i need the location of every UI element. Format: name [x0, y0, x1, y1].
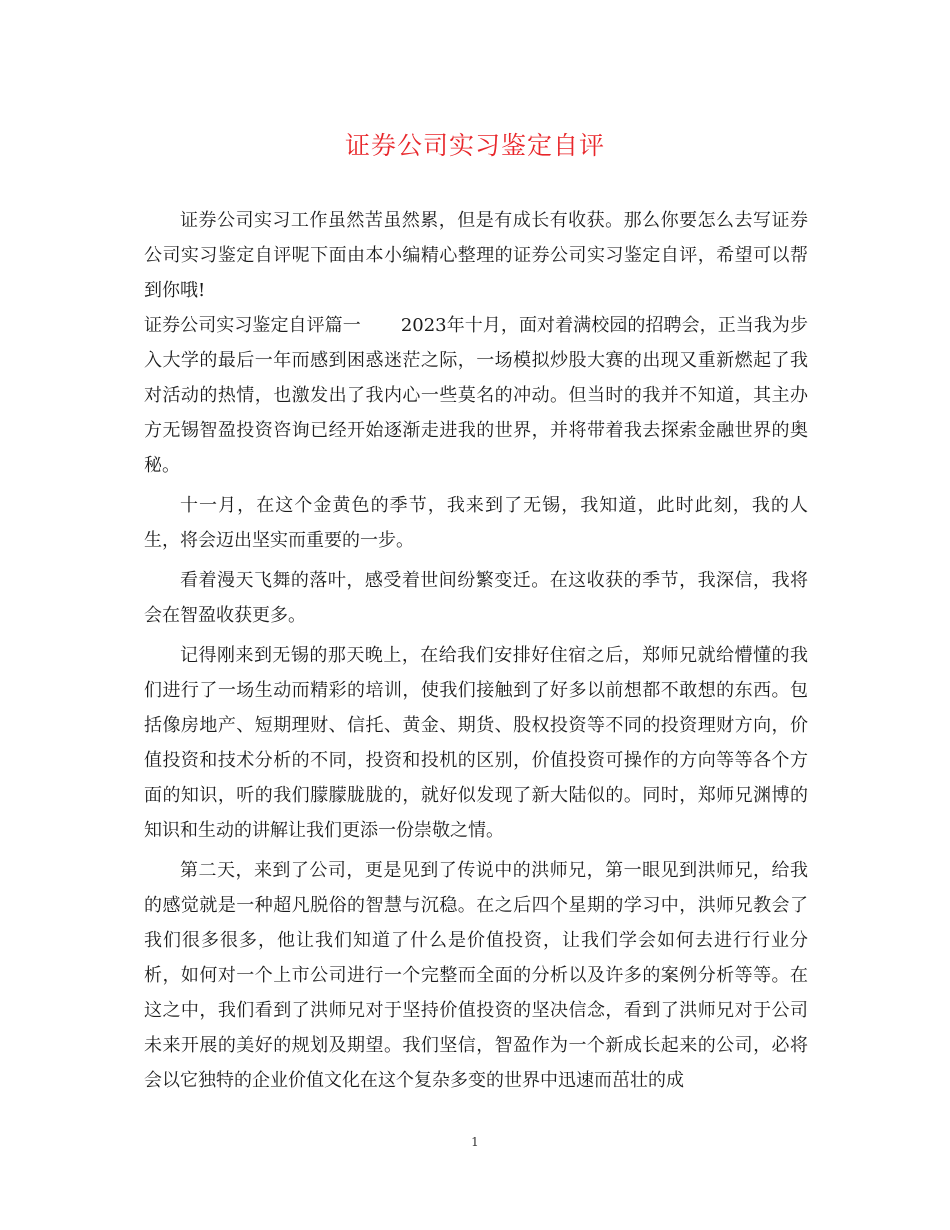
body-paragraph: 看着漫天飞舞的落叶，感受着世间纷繁变迁。在这收获的季节，我深信，我将会在智盈收获更多。: [144, 570, 808, 626]
body-paragraph: 记得刚来到无锡的那天晚上，在给我们安排好住宿之后，郑师兄就给懵懂的我们进行了一场生动而精彩的培训，使我们接触到了好多以前想都不敢想的东西。包括像房地产、短期理财、信托、黄金、期货、股权投资等不同的投资理财方向，价值投资和技术分析的不同，投资和投机的区别，价值投资可操作的方向等等各个方面的知识，听的我们朦朦胧胧的，就好似发现了新大陆似的。同时，郑师兄渊博的知识和生动的讲解让我们更添一份崇敬之情。: [144, 645, 808, 841]
document-title: 证券公司实习鉴定自评: [344, 131, 605, 160]
section-first-paragraph: [144, 308, 808, 483]
document-body: [144, 203, 808, 1098]
body-paragraph: 第二天，来到了公司，更是见到了传说中的洪师兄，第一眼见到洪师兄，给我的感觉就是一种超凡脱俗的智慧与沉稳。在之后四个星期的学习中，洪师兄教会了我们很多很多，他让我们知道了什么是价值投资，让我们学会如何去进行行业分析，如何对一个上市公司进行一个完整而全面的分析以及许多的案例分析等等。在这之中，我们看到了洪师兄对于坚持价值投资的坚决信念，看到了洪师兄对于公司未来开展的美好的规划及期望。我们坚信，智盈作为一个新成长起来的公司，必将会以它独特的企业价值文化在这个复杂多变的世界中迅速而茁壮的成: [144, 860, 808, 1091]
section-heading: 证券公司实习鉴定自评篇一: [144, 315, 361, 336]
paragraph-text: 2023年十月，面对着满校园的招聘会，正当我为步入大学的最后一年而感到困惑迷茫之际，一场模拟炒股大赛的出现又重新燃起了我对活动的热情，也激发出了我内心一些莫名的冲动。但当时的我并不知道，其主办方无锡智盈投资咨询已经开始逐渐走进我的世界，并将带着我去探索金融世界的奥秘。: [144, 315, 809, 476]
page-number: 1: [471, 1135, 479, 1149]
intro-paragraph: 证券公司实习工作虽然苦虽然累，但是有成长有收获。那么你要怎么去写证券公司实习鉴定自评呢下面由本小编精心整理的证券公司实习鉴定自评，希望可以帮到你哦!: [144, 210, 808, 301]
body-paragraph: 十一月，在这个金黄色的季节，我来到了无锡，我知道，此时此刻，我的人生，将会迈出坚实而重要的一步。: [144, 495, 808, 551]
